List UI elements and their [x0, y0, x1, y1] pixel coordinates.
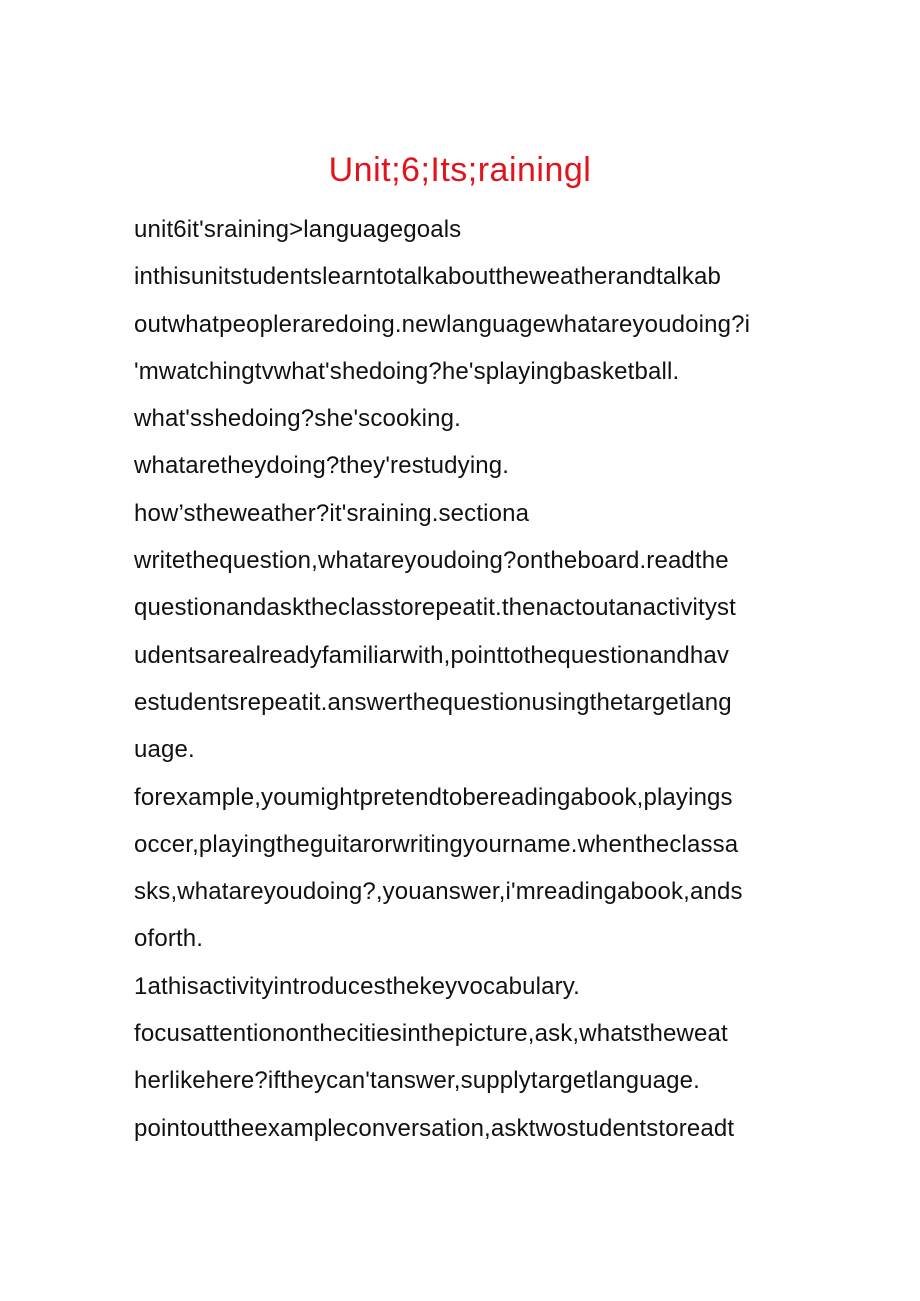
text-line: questionandasktheclasstorepeatit.thenactoutanactivityst — [134, 594, 736, 622]
text-line: uage. — [134, 736, 195, 764]
text-line: what'sshedoing?she'scooking. — [134, 405, 461, 433]
text-line: inthisunitstudentslearntotalkabouttheweatherandtalkab — [134, 263, 722, 291]
text-line: 'mwatchingtvwhat'shedoing?he'splayingbasketball. — [134, 357, 680, 385]
text-line: sks,whatareyoudoing?,youanswer,i'mreadingabook,ands — [134, 878, 743, 906]
text-line: forexample,youmightpretendtobereadingabook,playings — [134, 783, 733, 811]
text-line: how’stheweather?it'sraining.sectiona — [134, 499, 530, 527]
text-line: outwhatpeopleraredoing.newlanguagewhatareyoudoing?i — [134, 310, 751, 338]
text-line: 1athisactivityintroducesthekeyvocabulary. — [134, 972, 580, 1000]
text-line: focusattentiononthecitiesinthepicture,ask,whatstheweat — [134, 1020, 728, 1048]
text-line: estudentsrepeatit.answerthequestionusingthetargetlang — [134, 688, 732, 716]
text-line: oforth. — [134, 925, 204, 953]
document-body — [134, 206, 794, 1152]
text-line: herlikehere?iftheycan'tanswer,supplytargetlanguage. — [134, 1067, 700, 1095]
text-line: pointouttheexampleconversation,asktwostudentstoreadt — [134, 1114, 735, 1142]
text-line: unit6it'sraining>languagegoals — [134, 216, 462, 243]
text-line: occer,playingtheguitarorwritingyourname.whentheclassa — [134, 830, 739, 858]
text-line: whataretheydoing?they'restudying. — [134, 452, 510, 480]
text-line: writethequestion,whatareyoudoing?ontheboard.readthe — [134, 547, 729, 575]
page-title: Unit;6;Its;raininɡl — [328, 151, 592, 189]
text-line: udentsarealreadyfamiliarwith,pointtothequestionandhav — [134, 641, 730, 669]
